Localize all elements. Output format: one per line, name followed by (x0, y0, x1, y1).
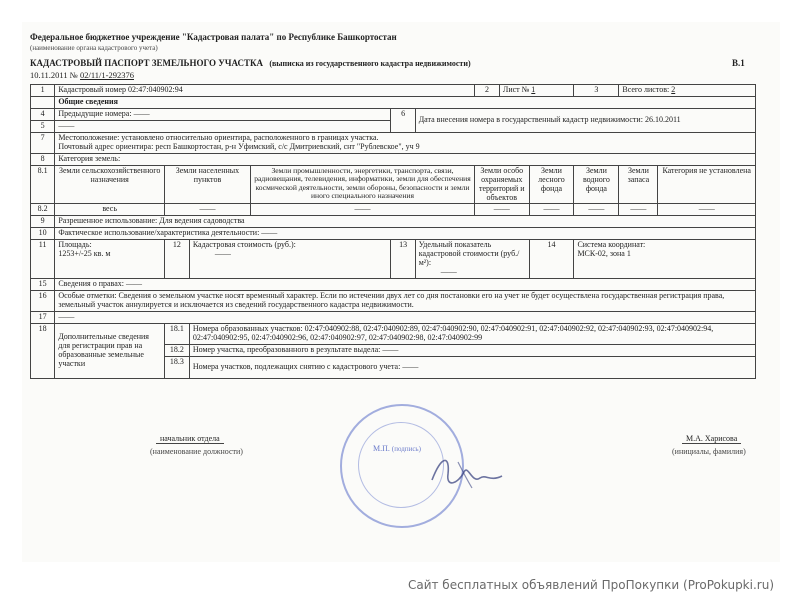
forest-value: —— (529, 204, 574, 216)
table-row (31, 108, 756, 120)
row-number: 13 (391, 240, 415, 279)
rights-value: —— (125, 279, 142, 289)
coordinate-system-label: Система координат: (577, 240, 646, 250)
cadastral-number-cell (55, 85, 475, 97)
location-cell (55, 132, 756, 153)
column-protected: Земли особо охраняемых территорий и объектов (475, 165, 529, 204)
row-number: 10 (31, 228, 55, 240)
official-name-caption: (инициалы, фамилия) (672, 447, 746, 456)
actual-use-value: —— (261, 228, 278, 238)
permitted-use: Разрешенное использование: Для ведения садоводства (55, 216, 756, 228)
mp-label: М.П. (373, 444, 390, 453)
document-number: 02/11/1-292376 (80, 70, 134, 80)
general-info-heading: Общие сведения (55, 96, 756, 108)
row-number: 8.2 (31, 204, 55, 216)
handwritten-signature (428, 448, 508, 498)
not-set-value: —— (658, 204, 756, 216)
institution-name: Федеральное бюджетное учреждение "Кадастровая палата" по Республике Башкортостан (30, 32, 397, 42)
previous-numbers-label: Предыдущие номера: (58, 108, 132, 118)
deregistered-parcels-cell (189, 356, 755, 378)
row-number: 18 (31, 323, 55, 378)
area-label: Площадь: (58, 240, 92, 250)
previous-numbers-cell (55, 108, 391, 120)
table-row (31, 312, 756, 324)
row-number: 15 (31, 279, 55, 291)
settlements-value: —— (165, 204, 251, 216)
row-number: 5 (31, 120, 55, 132)
postal-address-line: Почтовый адрес ориентира: респ Башкортостан, р-н Уфимский, с/с Дмитриевский, снт "Рублевское", уч 9 (58, 141, 420, 151)
sheet-number-cell (499, 85, 574, 97)
seal-mp-line (373, 444, 421, 453)
table-row (31, 153, 756, 165)
column-reserve: Земли запаса (619, 165, 658, 204)
previous-numbers-value: —— (133, 108, 150, 118)
table-row (31, 279, 756, 291)
row-number: 1 (31, 85, 55, 97)
table-row (31, 240, 756, 279)
cadastral-number-label: Кадастровый номер (58, 85, 127, 94)
document-title-line (30, 58, 471, 68)
row-number: 6 (391, 108, 415, 132)
document-number-label: № (69, 70, 78, 80)
transformed-parcel-cell (189, 344, 755, 356)
row-number: 18.1 (165, 323, 190, 344)
land-category-label: Категория земель: (55, 153, 756, 165)
official-position-caption: (наименование должности) (150, 447, 243, 456)
column-agricultural: Земли сельскохозяйственного назначения (55, 165, 165, 204)
row-number: 3 (574, 85, 619, 97)
total-sheets-label: Всего листов: (622, 85, 670, 94)
official-name: М.А. Харисова (682, 434, 741, 444)
entry-date-label: Дата внесения номера в государственный кадастр недвижимости: (418, 114, 643, 124)
cadastral-value-cell (189, 240, 391, 279)
water-value: —— (574, 204, 619, 216)
entry-date-value: 26.10.2011 (644, 114, 681, 124)
rights-label: Сведения о правах: (58, 279, 124, 289)
formed-parcels: Номера образованных участков: 02:47:040902:88, 02:47:040902:89, 02:47:040902:90, 02:47:040902:91, 02:47:040902:92, 02:47:040902:93, 02:47:040902:94, 02:47:040902:95, 02:47:040902:96, 02:47:040902:97, 02:47:040902:98, 02:47:040902:99 (189, 323, 755, 344)
specific-index-cell (415, 240, 529, 279)
deregistered-parcels-label: Номера участков, подлежащих снятию с кадастрового учета: (192, 361, 401, 371)
area-cell (55, 240, 165, 279)
row-5-value: —— (55, 120, 391, 132)
entry-date-cell (415, 108, 755, 132)
actual-use-cell (55, 228, 756, 240)
site-watermark: Сайт бесплатных объявлений ПроПокупки (ProPokupki.ru) (407, 578, 774, 592)
row-number: 16 (31, 291, 55, 312)
row-number: 9 (31, 216, 55, 228)
table-row (31, 96, 756, 108)
transformed-parcel-label: Номер участка, преобразованного в результате выдела: (192, 344, 381, 354)
actual-use-label: Фактическое использование/характеристика деятельности: (58, 228, 260, 238)
specific-index-label: Удельный показатель кадастровой стоимости (руб./м²): (418, 240, 520, 268)
row-number: 18.2 (165, 344, 190, 356)
row-number: 8 (31, 153, 55, 165)
rights-cell (55, 279, 756, 291)
column-water: Земли водного фонда (574, 165, 619, 204)
column-industry: Земли промышленности, энергетики, транспорта, связи, радиовещания, телевидения, информатики, земли для обеспечения космической деятельности, земли обороны, безопасности и земли иного специального назначения (250, 165, 474, 204)
table-row (31, 216, 756, 228)
row-number: 8.1 (31, 165, 55, 204)
document-number-line (30, 70, 134, 80)
table-row (31, 291, 756, 312)
cadastral-value-label: Кадастровая стоимость (руб.): (192, 240, 296, 250)
official-position: начальник отдела (156, 434, 224, 444)
table-row (31, 228, 756, 240)
sheet-number-label: Лист № (502, 85, 530, 94)
coordinate-system-value: МСК-02, зона 1 (577, 249, 631, 259)
column-settlements: Земли населенных пунктов (165, 165, 251, 204)
institution-caption: (наименование органа кадастрового учета) (30, 44, 158, 52)
row-number: 7 (31, 132, 55, 153)
row-number: 17 (31, 312, 55, 324)
agricultural-value: весь (55, 204, 165, 216)
row-number: 12 (165, 240, 190, 279)
row-number: 14 (529, 240, 574, 279)
row-number: 11 (31, 240, 55, 279)
specific-index-value: —— (440, 267, 457, 277)
document-title: КАДАСТРОВЫЙ ПАСПОРТ ЗЕМЕЛЬНОГО УЧАСТКА (30, 58, 264, 68)
table-row (31, 204, 756, 216)
industry-value: —— (250, 204, 474, 216)
table-row (31, 323, 756, 344)
column-not-set: Категория не установлена (658, 165, 756, 204)
row-number: 18.3 (165, 356, 190, 378)
protected-value: —— (475, 204, 529, 216)
transformed-parcel-value: —— (382, 344, 399, 354)
cadastral-number-value: 02:47:040902:94 (128, 85, 183, 94)
signature-caption: (подпись) (391, 445, 421, 453)
total-sheets-value: 2 (671, 85, 676, 94)
table-row (31, 165, 756, 204)
total-sheets-cell (619, 85, 756, 97)
row-number: 2 (475, 85, 500, 97)
additional-info-label: Дополнительные сведения для регистрации прав на образованные земельные участки (55, 323, 165, 378)
cadastral-value-value: —— (214, 249, 231, 259)
cadastral-table (30, 84, 756, 379)
area-value: 1253+/-25 кв. м (58, 249, 111, 259)
reserve-value: —— (619, 204, 658, 216)
location-line: Местоположение: установлено относительно ориентира, расположенного в границах участка. (58, 132, 379, 142)
column-forest: Земли лесного фонда (529, 165, 574, 204)
special-marks: Особые отметки: Сведения о земельном участке носят временный характер. Если по истечении двух лет со дня постановки его на учет не будет осуществлена государственная регистрация права, земельный участок аннулируется и исключается из сведений государственного кадастра недвижимости. (55, 291, 756, 312)
table-row (31, 132, 756, 153)
sheet-number-value: 1 (531, 85, 536, 94)
row-number: 4 (31, 108, 55, 120)
document-title-note: (выписка из государственного кадастра недвижимости) (269, 59, 471, 68)
row-17-value: —— (55, 312, 756, 324)
table-row (31, 85, 756, 97)
form-code: В.1 (732, 58, 745, 68)
deregistered-parcels-value: —— (402, 361, 419, 371)
document-date: 10.11.2011 (30, 70, 68, 80)
coordinate-system-cell (574, 240, 756, 279)
